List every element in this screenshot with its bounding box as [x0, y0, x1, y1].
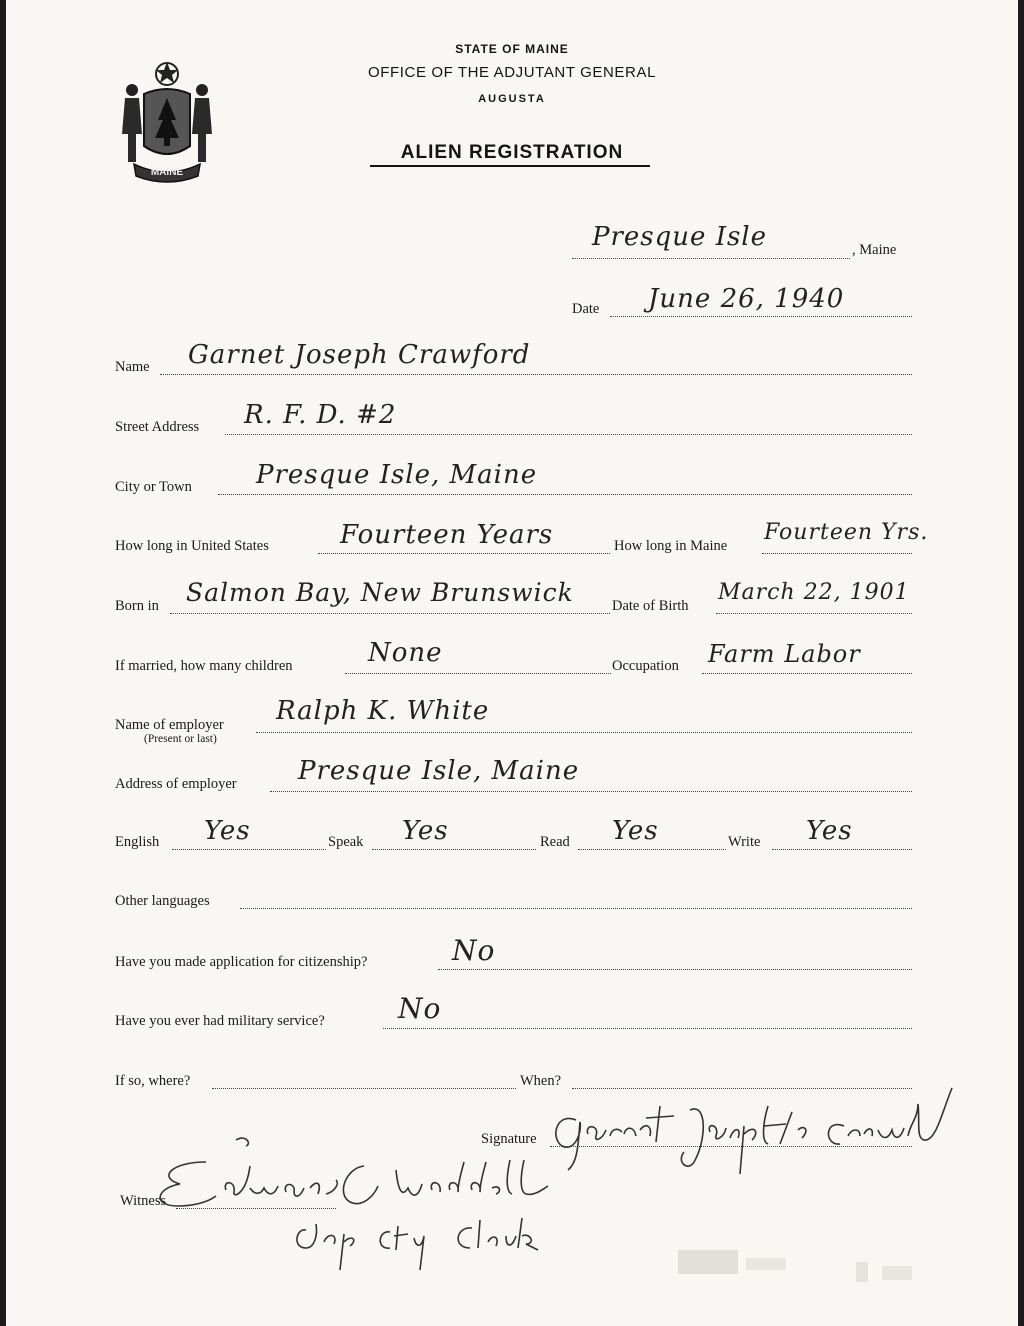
- how-long-maine-line: [762, 553, 912, 554]
- employer-name-line: [256, 732, 912, 733]
- other-languages-line: [240, 908, 912, 909]
- read-line: [578, 849, 726, 850]
- scan-border-left: [0, 0, 6, 1326]
- date-label: Date: [572, 301, 600, 317]
- military-value: No: [398, 992, 442, 1025]
- how-long-maine-value: Fourteen Yrs.: [764, 520, 929, 545]
- form-title: ALIEN REGISTRATION: [400, 142, 624, 163]
- how-long-us-label: How long in United States: [115, 538, 269, 554]
- if-so-where-label: If so, where?: [115, 1073, 191, 1089]
- write-label: Write: [728, 834, 761, 850]
- employer-name-value: Ralph K. White: [276, 696, 490, 726]
- place-line: [572, 258, 850, 259]
- children-label: If married, how many children: [115, 658, 293, 674]
- signature-label: Signature: [481, 1131, 537, 1147]
- place-value: Presque Isle: [592, 222, 768, 252]
- street-address-label: Street Address: [115, 419, 200, 435]
- street-address-line: [225, 434, 912, 435]
- english-line: [172, 849, 326, 850]
- faded-stamp-mark: [676, 1240, 956, 1290]
- city-label: City or Town: [115, 479, 192, 495]
- scan-border-right: [1018, 0, 1024, 1326]
- employer-address-line: [270, 791, 912, 792]
- write-value: Yes: [806, 816, 853, 846]
- citizenship-label: Have you made application for citizenship?: [115, 954, 368, 970]
- occupation-value: Farm Labor: [708, 640, 861, 668]
- children-line: [345, 673, 611, 674]
- write-line: [772, 849, 912, 850]
- how-long-maine-label: How long in Maine: [614, 538, 728, 554]
- citizenship-line: [438, 969, 912, 970]
- speak-label: Speak: [328, 834, 364, 850]
- born-in-line: [170, 613, 610, 614]
- military-label: Have you ever had military service?: [115, 1013, 325, 1029]
- if-so-where-line: [212, 1088, 516, 1089]
- witness-label: Witness: [120, 1193, 167, 1209]
- speak-line: [372, 849, 536, 850]
- when-label: When?: [520, 1073, 562, 1089]
- date-of-birth-value: March 22, 1901: [718, 580, 910, 605]
- date-of-birth-line: [716, 613, 912, 614]
- read-label: Read: [540, 834, 570, 850]
- date-of-birth-label: Date of Birth: [612, 598, 689, 614]
- citizenship-value: No: [452, 934, 496, 967]
- date-line: [610, 316, 912, 317]
- employer-address-label: Address of employer: [115, 776, 237, 792]
- witness-signature: [150, 1132, 560, 1272]
- date-value: June 26, 1940: [648, 284, 845, 314]
- title-underline: [370, 165, 650, 167]
- read-value: Yes: [612, 816, 659, 846]
- english-label: English: [115, 834, 160, 850]
- city-line: [218, 494, 912, 495]
- children-value: None: [368, 638, 443, 668]
- how-long-us-value: Fourteen Years: [340, 520, 554, 550]
- place-suffix-label: , Maine: [852, 242, 897, 258]
- svg-text:MAINE: MAINE: [150, 167, 184, 178]
- employer-note-label: (Present or last): [144, 733, 217, 745]
- born-in-label: Born in: [115, 598, 159, 614]
- name-line: [160, 374, 912, 375]
- occupation-label: Occupation: [612, 658, 679, 674]
- name-label: Name: [115, 359, 150, 375]
- street-address-value: R. F. D. #2: [244, 400, 397, 430]
- speak-value: Yes: [402, 816, 449, 846]
- born-in-value: Salmon Bay, New Brunswick: [186, 578, 574, 607]
- svg-text:Dep. City Clerk: Dep. City Clerk: [154, 1242, 161, 1243]
- other-languages-label: Other languages: [115, 893, 210, 909]
- header-office: OFFICE OF THE ADJUTANT GENERAL: [367, 64, 657, 81]
- header-state: STATE OF MAINE: [455, 42, 569, 56]
- employer-name-label: Name of employer: [115, 717, 224, 733]
- svg-text:Garnet Joseph Crawford: Garnet Joseph Crawford: [554, 1162, 564, 1163]
- english-value: Yes: [204, 816, 251, 846]
- how-long-us-line: [318, 553, 610, 554]
- military-line: [383, 1028, 912, 1029]
- occupation-line: [702, 673, 912, 674]
- applicant-signature: [548, 1082, 960, 1174]
- employer-address-value: Presque Isle, Maine: [298, 756, 580, 786]
- name-value: Garnet Joseph Crawford: [188, 340, 531, 370]
- header-city: AUGUSTA: [478, 93, 546, 105]
- svg-text:Edward C. Waddell: Edward C. Waddell: [154, 1192, 162, 1193]
- city-value: Presque Isle, Maine: [256, 460, 538, 490]
